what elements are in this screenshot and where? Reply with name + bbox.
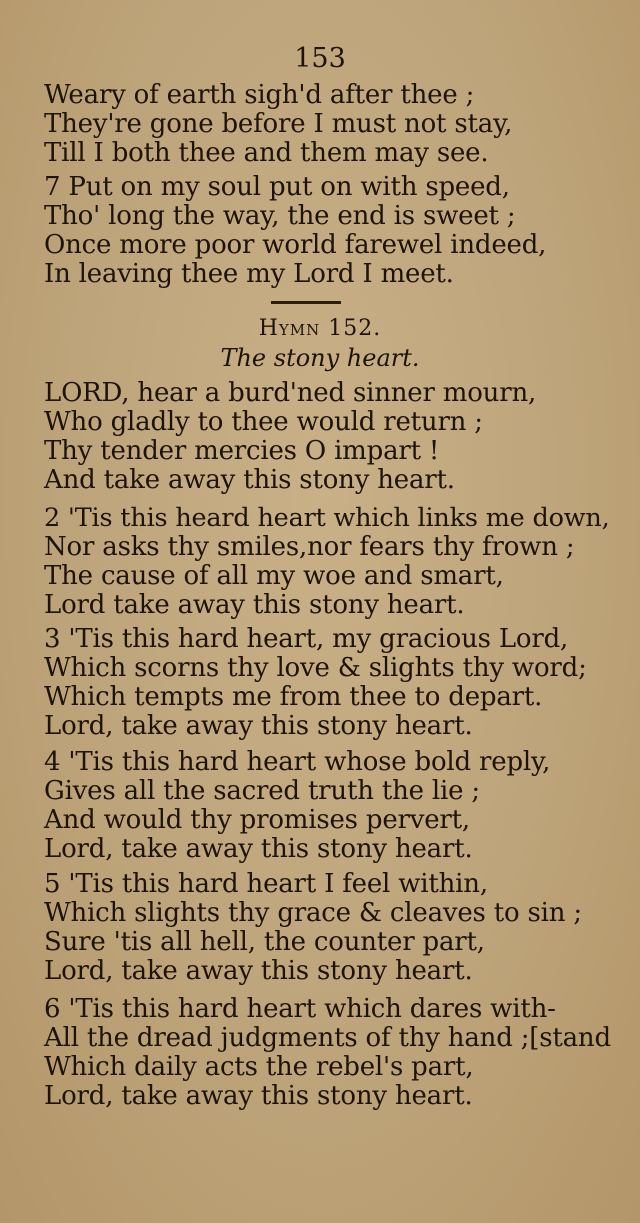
- verse-line: They're gone before I must not stay,: [44, 109, 513, 139]
- verse-line: The cause of all my woe and smart,: [44, 561, 504, 591]
- verse-line: Weary of earth sigh'd after thee ;: [44, 80, 475, 110]
- verse-line: Which slights thy grace & cleaves to sin ;: [44, 898, 582, 928]
- verse-line: Tho' long the way, the end is sweet ;: [44, 201, 516, 231]
- verse-line: Once more poor world farewel indeed,: [44, 230, 547, 260]
- verse-line: 6 'Tis this hard heart which dares with-: [44, 994, 556, 1024]
- verse-line: 3 'Tis this hard heart, my gracious Lord,: [44, 624, 569, 654]
- section-divider: [271, 301, 341, 304]
- verse-line: Who gladly to thee would return ;: [44, 407, 483, 437]
- verse-line: And would thy promises pervert,: [44, 805, 470, 835]
- verse-line: 4 'Tis this hard heart whose bold reply,: [44, 747, 551, 777]
- verse-line: Which daily acts the rebel's part,: [44, 1052, 474, 1082]
- verse-line: Lord, take away this stony heart.: [44, 956, 473, 986]
- hymn-subtitle: The stony heart.: [220, 344, 420, 372]
- verse-line: Sure 'tis all hell, the counter part,: [44, 927, 485, 957]
- verse-line: Lord, take away this stony heart.: [44, 1081, 473, 1111]
- verse-line: 2 'Tis this heard heart which links me down,: [44, 503, 610, 533]
- verse-line: Which scorns thy love & slights thy word;: [44, 653, 587, 683]
- page-number: 153: [294, 43, 346, 74]
- verse-line: Which tempts me from thee to depart.: [44, 682, 543, 712]
- verse-line: 7 Put on my soul put on with speed,: [44, 172, 510, 202]
- verse-line: Lord, take away this stony heart.: [44, 711, 473, 741]
- verse-line: Lord, take away this stony heart.: [44, 834, 473, 864]
- verse-line: 5 'Tis this hard heart I feel within,: [44, 869, 488, 899]
- verse-line: In leaving thee my Lord I meet.: [44, 259, 454, 289]
- verse-line: All the dread judgments of thy hand ;[stand: [44, 1023, 611, 1053]
- hymn-title: Hymn 152.: [258, 316, 382, 341]
- verse-line: Lord take away this stony heart.: [44, 590, 465, 620]
- verse-line: Nor asks thy smiles,nor fears thy frown ;: [44, 532, 575, 562]
- verse-line: And take away this stony heart.: [44, 465, 455, 495]
- verse-line: Till I both thee and them may see.: [44, 138, 489, 168]
- verse-line: Gives all the sacred truth the lie ;: [44, 776, 480, 806]
- verse-line: Thy tender mercies O impart !: [44, 436, 440, 466]
- verse-line: LORD, hear a burd'ned sinner mourn,: [44, 378, 537, 408]
